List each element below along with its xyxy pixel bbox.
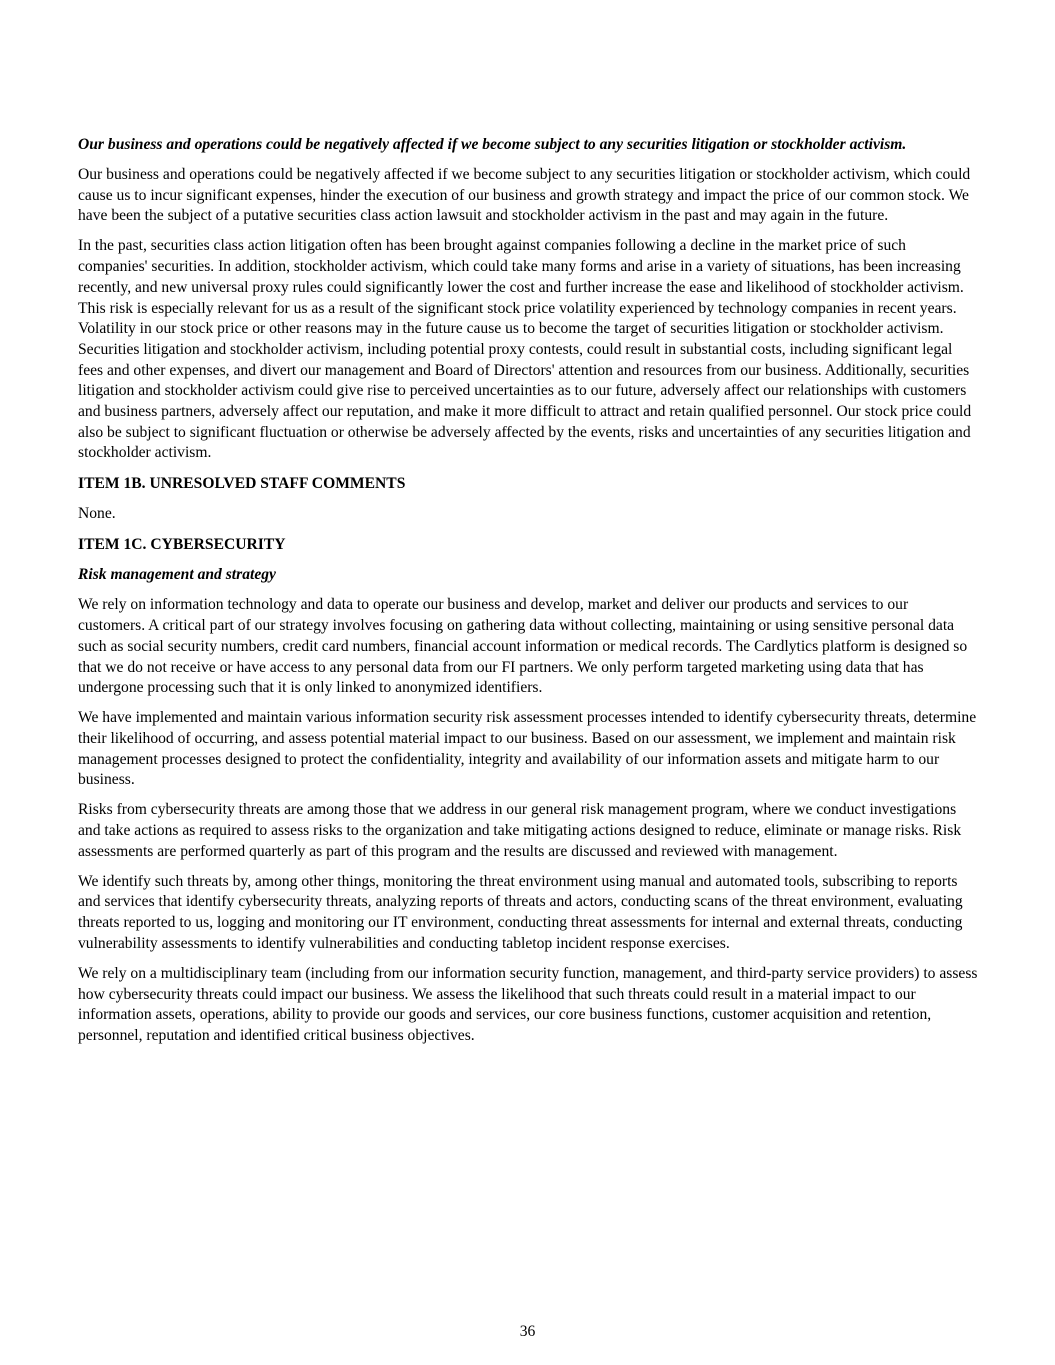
risk-factor-paragraph-2: In the past, securities class action litigation often has been brought against companies following a decline in the market price of such companies' securities. In addition, stockholder activism, which could take many forms and arise in a variety of situations, has been increasing recently, and new universal proxy rules could significantly lower the cost and further increase the ease and likelihood of stockholder activism. This risk is especially relevant for us as a result of the significant stock price volatility experienced by technology companies in recent years. Volatility in our stock price or other reasons may in the future cause us to become the target of securities litigation or stockholder activism. Securities litigation and stockholder activism, including potential proxy contests, could result in substantial costs, including significant legal fees and other expenses, and divert our management and Board of Directors' attention and resources from our business. Additionally, securities litigation and stockholder activism could give rise to perceived uncertainties as to our future, adversely affect our relationships with customers and business partners, adversely affect our reputation, and make it more difficult to attract and retain qualified personnel. Our stock price could also be subject to significant fluctuation or otherwise be adversely affected by the events, risks and uncertainties of any securities litigation and stockholder activism. — [78, 237, 972, 462]
document-page — [78, 135, 978, 1056]
cybersecurity-paragraph-1: We rely on information technology and data to operate our business and develop, market and deliver our products and services to our customers. A critical part of our strategy involves focusing on gathering data without collecting, maintaining or using sensitive personal data such as social security numbers, credit card numbers, financial account information or medical records. The Cardlytics platform is designed so that we do not receive or have access to any personal data from our FI partners. We only perform targeted marketing using data that has undergone processing such that it is only linked to anonymized identifiers. — [78, 596, 968, 697]
cybersecurity-paragraph-2: We have implemented and maintain various information security risk assessment processes intended to identify cybersecurity threats, determine their likelihood of occurring, and assess potential material impact to our business. Based on our assessment, we implement and maintain risk management processes designed to protect the confidentiality, integrity and availability of our information assets and mitigate harm to our business. — [78, 709, 977, 789]
item-1b-heading: ITEM 1B. UNRESOLVED STAFF COMMENTS — [78, 475, 406, 493]
risk-management-subheading: Risk management and strategy — [78, 566, 276, 584]
cybersecurity-paragraph-4: We identify such threats by, among other things, monitoring the threat environment using manual and automated tools, subscribing to reports and services that identify cybersecurity threats, analyzing reports of threats and actors, conducting scans of the threat environment, evaluating threats reported to us, logging and monitoring our IT environment, conducting threat assessments for internal and external threats, conducting vulnerability assessments to identify vulnerabilities and conducting tabletop incident response exercises. — [78, 872, 963, 952]
item-1c-heading: ITEM 1C. CYBERSECURITY — [78, 536, 286, 554]
risk-factor-heading: Our business and operations could be negatively affected if we become subject to any securities litigation or stockholder activism. — [78, 136, 907, 153]
risk-factor-paragraph-1: Our business and operations could be negatively affected if we become subject to any securities litigation or stockholder activism, which could cause us to incur significant expenses, hinder the execution of our business and growth strategy and impact the price of our common stock. We have been the subject of a putative securities class action lawsuit and stockholder activism in the past and may again in the future. — [78, 166, 971, 225]
cybersecurity-paragraph-5: We rely on a multidisciplinary team (including from our information security function, management, and third-party service providers) to assess how cybersecurity threats could impact our business. We assess the likelihood that such threats could result in a material impact to our information assets, operations, ability to provide our goods and services, our core business functions, customer acquisition and retention, personnel, reputation and identified critical business objectives. — [78, 964, 978, 1044]
item-1b-body: None. — [78, 505, 116, 523]
page-number: 36 — [519, 1323, 536, 1340]
cybersecurity-paragraph-3: Risks from cybersecurity threats are among those that we address in our general risk management program, where we conduct investigations and take actions as required to assess risks to the organization and take mitigating actions designed to reduce, eliminate or manage risks. Risk assessments are performed quarterly as part of this program and the results are discussed and reviewed with management. — [78, 801, 962, 860]
